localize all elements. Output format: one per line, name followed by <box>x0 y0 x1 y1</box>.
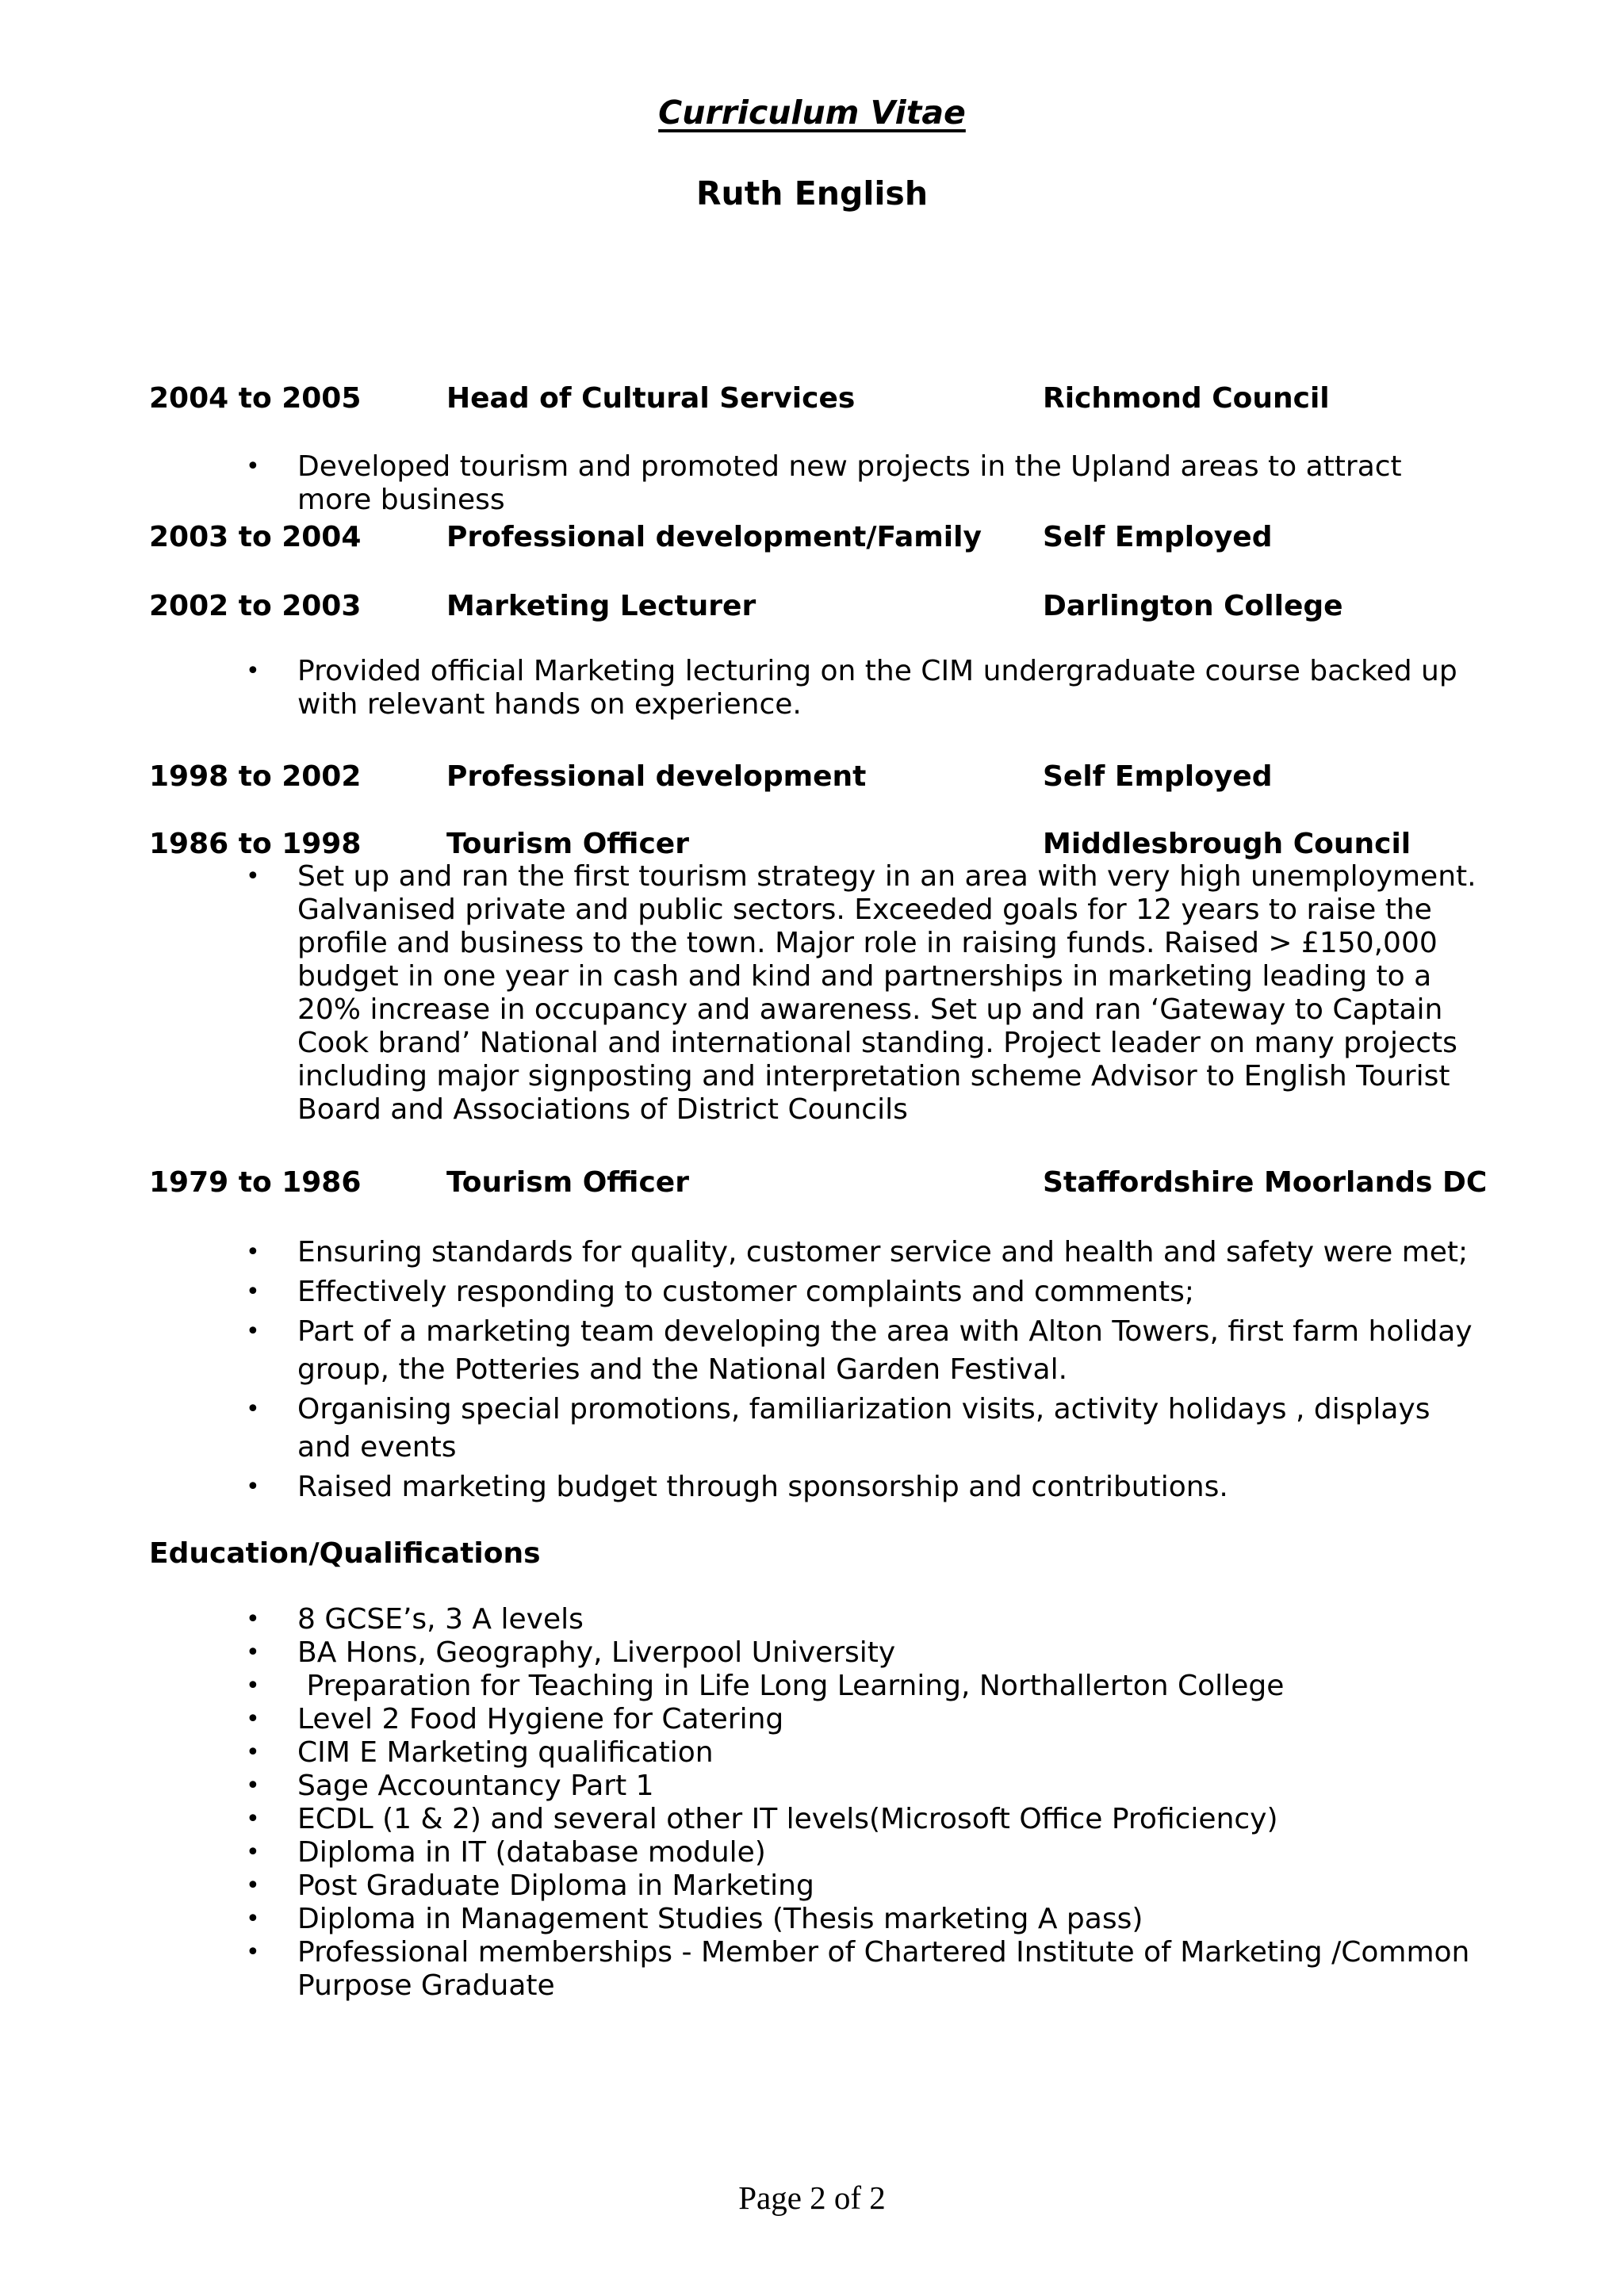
bullet-icon: • <box>246 1905 260 1933</box>
job-years: 2004 to 2005 <box>149 382 362 415</box>
job-organisation: Self Employed <box>1043 760 1273 793</box>
job-row <box>0 757 1624 797</box>
bullet-icon: • <box>246 1872 260 1900</box>
bullet-icon: • <box>246 1938 260 1966</box>
bullet-icon: • <box>246 1318 260 1345</box>
bullet-icon: • <box>246 657 260 685</box>
job-row <box>0 518 1624 557</box>
list-item: • Raised marketing budget through sponsorship and contributions. <box>0 1468 1624 1506</box>
list-item: • Diploma in IT (database module) <box>246 1836 766 1869</box>
job-organisation: Richmond Council <box>1043 382 1330 415</box>
job-years: 2003 to 2004 <box>149 521 362 553</box>
job-years: 2002 to 2003 <box>149 590 362 622</box>
job-organisation: Self Employed <box>1043 521 1273 553</box>
list-item: • Professional memberships - Member of Chartered Institute of Marketing /Common Purpose Graduate <box>246 1936 1470 2002</box>
person-name: Ruth English <box>695 174 929 212</box>
list-item: • ECDL (1 & 2) and several other IT levels(Microsoft Office Proficiency) <box>246 1803 1278 1835</box>
job-years: 1979 to 1986 <box>149 1166 362 1199</box>
bullet-icon: • <box>246 1238 260 1266</box>
bullet-icon: • <box>246 1739 260 1766</box>
job-role: Tourism Officer <box>446 1166 689 1199</box>
list-item: • 8 GCSE’s, 3 A levels <box>246 1603 584 1636</box>
job-organisation: Middlesbrough Council <box>1043 828 1411 860</box>
bullet-icon: • <box>246 1639 260 1667</box>
page-number: Page 2 of 2 <box>738 2179 886 2216</box>
list-item: • Post Graduate Diploma in Marketing <box>246 1869 814 1902</box>
job-row <box>0 587 1624 626</box>
job-years: 1998 to 2002 <box>149 760 362 793</box>
section-heading-education: Education/Qualifications <box>149 1537 541 1570</box>
list-item: • BA Hons, Geography, Liverpool University <box>246 1636 896 1669</box>
list-item: • Effectively responding to customer complaints and comments; <box>0 1273 1624 1311</box>
job-row <box>0 1163 1624 1203</box>
job-bullet-list <box>0 450 1624 517</box>
bullet-icon: • <box>246 1839 260 1866</box>
list-item: • Provided official Marketing lecturing on the CIM undergraduate course backed up with relevant hands on experience. <box>246 655 1457 721</box>
job-role: Professional development <box>446 760 867 793</box>
job-role: Professional development/Family <box>446 521 982 553</box>
list-item: • Diploma in Management Studies (Thesis marketing A pass) <box>246 1903 1143 1935</box>
list-item: • Part of a marketing team developing the area with Alton Towers, first farm holiday group, the Potteries and the National Garden Festival. <box>0 1313 1624 1389</box>
bullet-icon: • <box>246 1805 260 1833</box>
list-item: • CIM E Marketing qualification <box>246 1736 714 1769</box>
job-role: Head of Cultural Services <box>446 382 856 415</box>
job-role: Marketing Lecturer <box>446 590 756 622</box>
bullet-icon: • <box>246 1278 260 1306</box>
job-years: 1986 to 1998 <box>149 828 362 860</box>
bullet-icon: • <box>246 1395 260 1423</box>
bullet-icon: • <box>246 863 260 890</box>
education-list <box>0 1603 1624 2003</box>
job-role: Tourism Officer <box>446 828 689 860</box>
job-organisation: Staffordshire Moorlands DC <box>1043 1166 1488 1199</box>
job-row <box>0 379 1624 419</box>
job-bullet-list <box>0 860 1624 1127</box>
bullet-icon: • <box>246 453 260 480</box>
bullet-icon: • <box>246 1705 260 1733</box>
bullet-icon: • <box>246 1473 260 1501</box>
job-row <box>0 825 1624 864</box>
list-item: • Preparation for Teaching in Life Long Learning, Northallerton College <box>246 1670 1285 1702</box>
list-item: • Set up and ran the first tourism strategy in an area with very high unemployment. Galvanised private and public sectors. Exceeded goals for 12 years to raise the profile and business to the town. Major role in raising funds. Raised > £150,000 budget in one year in cash and kind and partnerships in marketing leading to a 20% increase in occupancy and awareness. Set up and ran ‘Gateway to Captain Cook brand’ National and international standing. Project leader on many projects including major signposting and interpretation scheme Advisor to English Tourist Board and Associations of District Councils <box>246 860 1477 1126</box>
document-title: Curriculum Vitae <box>658 94 966 132</box>
list-item: • Ensuring standards for quality, customer service and health and safety were met; <box>0 1234 1624 1272</box>
list-item: • Organising special promotions, familiarization visits, activity holidays , displays and events <box>0 1391 1624 1467</box>
list-item: • Sage Accountancy Part 1 <box>246 1770 654 1802</box>
bullet-icon: • <box>246 1605 260 1633</box>
bullet-icon: • <box>246 1772 260 1800</box>
job-organisation: Darlington College <box>1043 590 1343 622</box>
job-bullet-list <box>0 1234 1624 1508</box>
list-item: • Level 2 Food Hygiene for Catering <box>246 1703 784 1735</box>
list-item: • Developed tourism and promoted new projects in the Upland areas to attract more business <box>246 450 1402 516</box>
bullet-icon: • <box>246 1672 260 1700</box>
job-bullet-list <box>0 655 1624 721</box>
